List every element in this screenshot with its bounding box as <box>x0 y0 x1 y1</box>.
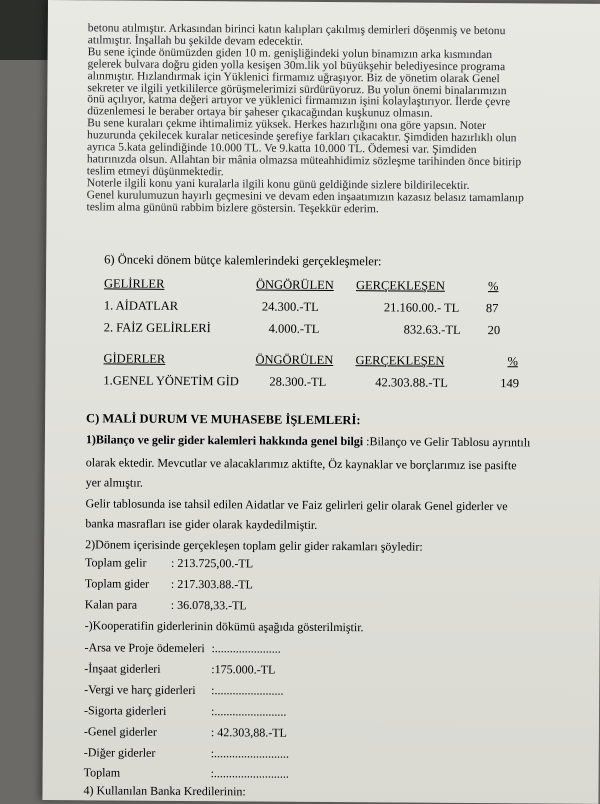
breakdown-value: :......................... <box>210 746 290 761</box>
income-row-percent: 87 <box>485 301 499 316</box>
text-line: Noterle ilgili konu yani kuralarla ilgili konu günü geldiğinde sizlere bildirilecektir. <box>86 176 470 192</box>
income-row-label: 2. FAİZ GELİRLERİ <box>103 320 211 336</box>
breakdown-value: :......................... <box>210 766 289 781</box>
breakdown-label: Toplam <box>83 765 121 780</box>
text-line: Bu sene kuraları çekme ihtimalimiz yüksek. Herkes hazırlığını ona göre yapsın. Noter <box>87 116 487 133</box>
totals-value: : 36.078,33.-TL <box>170 597 247 613</box>
text-line: alınmıştır. Hızlandırmak için Yüklenici firmamız uğraşıyor. Biz de yönetim olarak Genel <box>87 68 500 85</box>
expense-header-planned: ÖNGÖRÜLEN <box>255 352 334 368</box>
breakdown-title: -)Kooperatifin giderlerinin dökümü aşağıda gösterilmiştir. <box>84 618 364 635</box>
breakdown-value: :....................... <box>211 683 284 698</box>
text-line: gelerek bulvara doğru giden yolla kesişen 30m.lik yol büyükşehir belediyesince programa <box>87 56 506 73</box>
balance-details <box>85 452 517 557</box>
text-line: önü açılıyor, katma değeri artıyor ve yüklenici firmamızın işini kolaylaştırıyor. İlerde çevre <box>87 92 511 109</box>
income-row-planned: 24.300.-TL <box>261 299 319 314</box>
breakdown-label: -Vergi ve harç giderleri <box>84 682 196 698</box>
income-row-percent: 20 <box>487 323 501 338</box>
expense-row-actual: 42.303.88.-TL <box>375 375 448 390</box>
expense-header-category: GİDERLER <box>103 351 166 366</box>
text-line: teslim etmeyi düşünmektedir. <box>86 164 224 179</box>
breakdown-value: : 42.303,88.-TL <box>210 725 287 740</box>
totals-value: : 213.725,00.-TL <box>171 555 254 571</box>
text-line: huzurunda çekilecek kuralar neticesinde şerefiye farkları çıkacaktır. Şimdiden hazırlıklı olun <box>87 128 517 145</box>
income-row-label: 1. AİDATLAR <box>103 298 179 313</box>
income-row-planned: 4.000.-TL <box>268 321 320 336</box>
text-line: teslim alma gününü rabbim bizlere göstersin. Teşekkür ederim. <box>86 199 379 215</box>
section-6-title: 6) Önceki dönem bütçe kalemlerindeki gerçekleşmeler: <box>104 252 382 269</box>
breakdown-label: -Genel giderler <box>83 724 157 739</box>
expense-header-percent: % <box>507 354 518 369</box>
text-line: betonu atılmıştır. Arkasından birinci katın kalıpları çakılmış demirleri döşenmiş ve betonu <box>87 21 506 38</box>
text-line: Genel kurulumuzun hayırlı geçmesini ve devam eden inşaatımızın kazasız belasız tamamlanıp <box>86 187 524 205</box>
text-line: ayrıca 5.kata gelindiğinde 10.000 TL. Ve 9.katta 10.000 TL. Ödemesi var. Şimdiden <box>86 140 477 157</box>
income-header-planned: ÖNGÖRÜLEN <box>255 277 334 293</box>
totals-label: Kalan para <box>84 597 138 612</box>
income-header-percent: % <box>487 279 499 294</box>
expense-row-percent: 149 <box>500 376 520 391</box>
intro-paragraph <box>87 22 588 216</box>
income-row-actual: 21.160.00.- TL <box>383 300 460 315</box>
expense-row-planned: 28.300.-TL <box>269 374 327 389</box>
text-line: banka masrafları ise gider olarak kaydedilmiştir. <box>85 516 318 533</box>
breakdown-value: :175.000.-TL <box>211 662 276 677</box>
breakdown-value: :...................... <box>211 641 281 656</box>
text-line: düzenlemesi le beraber ortaya bir şaheser çıkacağından kuşkunuz olmasın. <box>87 104 433 121</box>
text-line: yer almıştır. <box>85 475 144 491</box>
balance-info-line <box>86 432 531 450</box>
income-row-actual: 832.63.-TL <box>403 322 461 337</box>
document-page <box>42 0 600 804</box>
text-line: Gelir tablosunda ise tahsil edilen Aidatlar ve Faiz gelirleri gelir olarak Genel giderler ve <box>85 496 508 514</box>
totals-value: : 217.303.88.-TL <box>170 576 253 592</box>
text-line: hatırınızda olsun. Allahtan bir mânia olmazsa müteahhidimiz sözleşme tarihinden önce bitirip <box>86 152 522 169</box>
expense-header-actual: GERÇEKLEŞEN <box>355 353 445 368</box>
income-header-category: GELİRLER <box>103 276 165 291</box>
balance-info-heading: 1)Bilanço ve gelir gider kalemleri hakkında genel bilgi <box>85 432 364 449</box>
text-line: atılmıştır. İnşallah bu şekilde devam edecektir. <box>87 33 304 48</box>
breakdown-label: -Sigorta giderleri <box>83 703 167 718</box>
breakdown-label: -İnşaat giderleri <box>84 661 161 676</box>
text-line: 2)Dönem içerisinde gerçekleşen toplam gelir gider rakamları şöyledir: <box>85 536 423 554</box>
section-c-title: C) MALİ DURUM VE MUHASEBE İŞLEMLERİ: <box>86 411 361 428</box>
breakdown-label: -Diğer giderler <box>83 745 156 760</box>
text-line: olarak ektedir. Mevcutlar ve alacaklarımız aktifte, Öz kaynaklar ve borçlarımız ise pasifte <box>85 455 517 473</box>
balance-info-text: :Bilanço ve Gelir Tablosu ayrıntılı <box>363 434 531 450</box>
breakdown-label: -Arsa ve Proje ödemeleri <box>84 640 205 656</box>
section-4-title: 4) Kullanılan Banka Kredilerinin: <box>83 783 246 799</box>
breakdown-value: :........................ <box>210 704 287 719</box>
expense-row-label: 1.GENEL YÖNETİM GİD <box>103 373 239 389</box>
totals-label: Toplam gider <box>84 576 150 591</box>
text-line: sekreter ve ilgili yetkililerce görüşmelerimizi sürdürüyoruz. Bu yolun önemi binalarımızın <box>87 80 507 97</box>
totals-label: Toplam gelir <box>85 555 147 570</box>
text-line: Bu sene içinde önümüzden giden 10 m. genişliğindeki yolun binamızın arka kısmından <box>87 45 493 61</box>
income-header-actual: GERÇEKLEŞEN <box>355 278 445 293</box>
